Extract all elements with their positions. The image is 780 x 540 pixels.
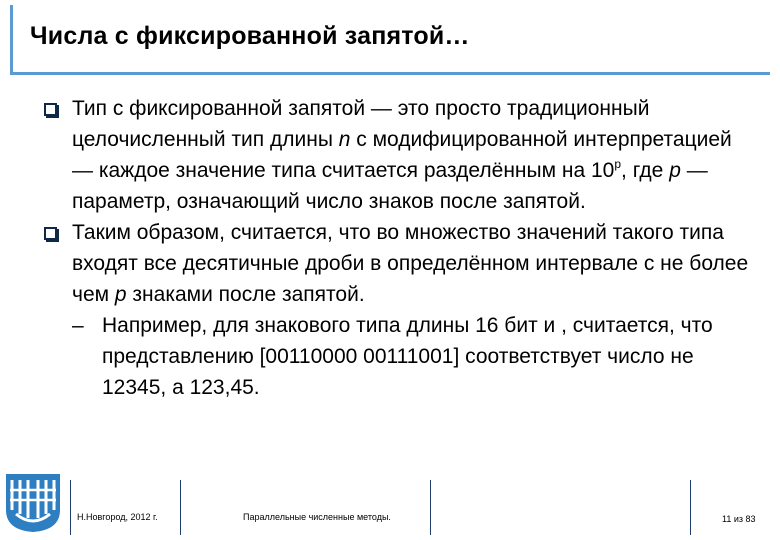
hollow-square-bullet-icon xyxy=(44,227,57,240)
bullet-item-2: Таким образом, считается, что во множество значений такого типа входят все десятичные дроби в определённом интервале с не более чем p знаками после запятой. xyxy=(44,217,754,310)
footer-divider xyxy=(690,480,691,535)
exponent-p: p xyxy=(614,157,622,171)
footer-course: Параллельные численные методы. xyxy=(243,512,391,522)
slide-title: Числа с фиксированной запятой… xyxy=(30,22,470,50)
footer-divider xyxy=(70,480,71,535)
var-p: p xyxy=(669,159,681,182)
bullet-item-1: Тип с фиксированной запятой — это просто традиционный целочисленный тип длины n с модифицированной интерпретацией — каждое значение типа считается разделённым на 10$^p$, где p — параметр, означающий число знаков после запятой. xyxy=(44,93,754,217)
footer-divider xyxy=(180,480,181,535)
dash-bullet: – xyxy=(72,314,84,337)
footer-divider xyxy=(430,480,431,535)
footer-city: Н.Новгород, 2012 г. xyxy=(77,512,158,522)
sub-item-example: – Например, для знакового типа длины 16 бит и , считается, что представлению [00110000 00111001] соответствует число не 12345, а 123,45. xyxy=(44,310,754,403)
footer-page-number: 11 из 83 xyxy=(722,514,756,524)
var-n: n xyxy=(338,128,351,151)
content-list xyxy=(44,93,754,403)
var-p: p xyxy=(114,283,127,306)
hollow-square-bullet-icon xyxy=(44,103,57,116)
university-logo-icon xyxy=(2,470,64,534)
